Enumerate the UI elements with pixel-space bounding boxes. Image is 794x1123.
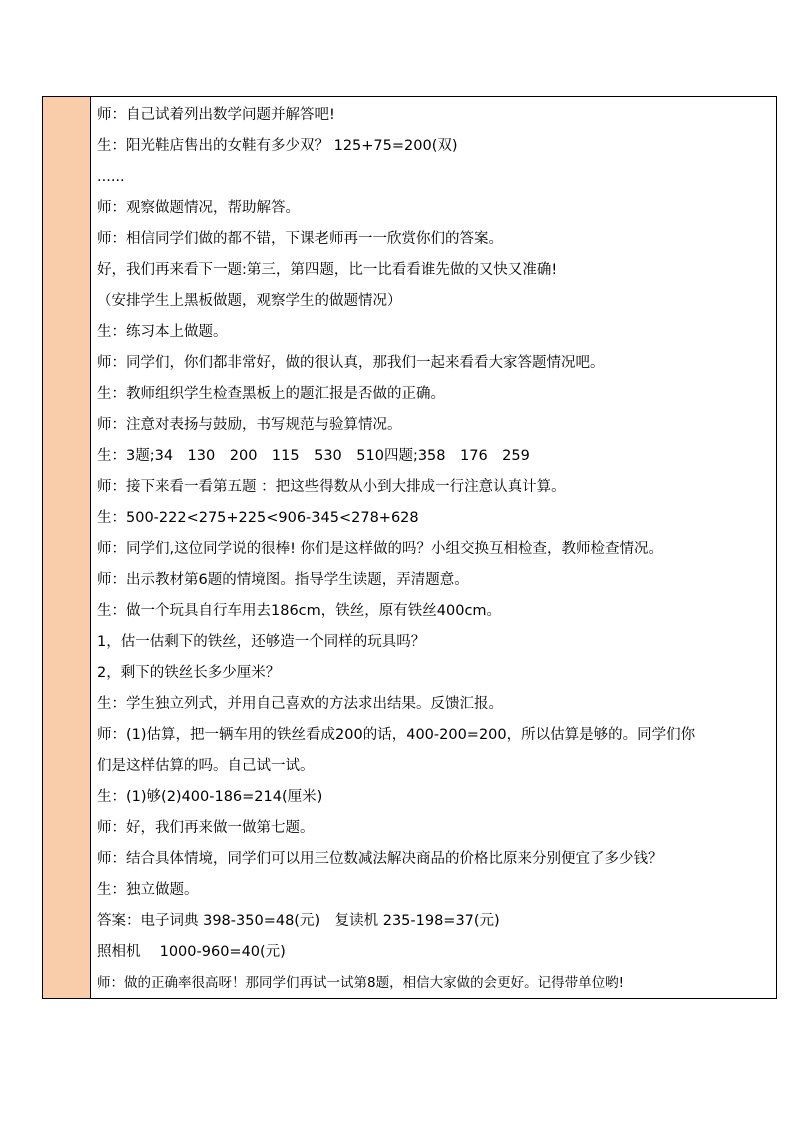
text-line: 好，我们再来看下一题:第三，第四题，比一比看看谁先做的又快又准确! [97,262,558,278]
text-line: 师：同学们,这位同学说的很棒! 你们是这样做的吗？小组交换互相检查，教师检查情况。 [97,541,664,557]
text-line: 师：做的正确率很高呀！那同学们再试一试第8题，相信大家做的会更好。记得带单位哟! [97,975,624,991]
text-line: 生：(1)够(2)400-186=214(厘米) [97,789,323,805]
text-line: ...... [97,169,125,185]
text-line: 师：(1)估算，把一辆车用的铁丝看成200的话，400-200=200，所以估算是够的。同学们你 [97,727,696,743]
text-line: 答案：电子词典 398-350=48(元) 复读机 235-198=37(元) [97,913,500,929]
text-line: 生：学生独立列式，并用自己喜欢的方法求出结果。反馈汇报。 [97,696,503,712]
text-line: 生：做一个玩具自行车用去186cm，铁丝，原有铁丝400cm。 [97,603,502,619]
text-line: 生：练习本上做题。 [97,324,228,340]
text-line: 师：相信同学们做的都不错，下课老师再一一欣赏你们的答案。 [97,231,503,247]
text-line: 2，剩下的铁丝长多少厘米？ [97,665,281,681]
text-line: 师：结合具体情境，同学们可以用三位数减法解决商品的价格比原来分别便宜了多少钱？ [97,851,663,867]
text-line: 师：接下来看一看第五题 ：把这些得数从小到大排成一行注意认真计算。 [97,479,566,495]
text-line: 生：500-222<275+225<906-345<278+628 [97,510,419,526]
text-line: 生：3题;34 130 200 115 530 510四题;358 176 259 [97,448,530,464]
table-side-column [43,97,91,998]
text-line: 师：好，我们再来做一做第七题。 [97,820,315,836]
text-line: 师：观察做题情况，帮助解答。 [97,200,300,216]
text-line: 照相机 1000-960=40(元) [97,944,286,960]
lesson-content [91,97,776,998]
text-line: 师：注意对表扬与鼓励，书写规范与验算情况。 [97,417,402,433]
text-line: 生：阳光鞋店售出的女鞋有多少双？ 125+75=200(双) [97,138,458,154]
text-line: 师：出示教材第6题的情境图。指导学生读题，弄清题意。 [97,572,469,588]
lesson-table [42,96,777,999]
text-line: 生：教师组织学生检查黑板上的题汇报是否做的正确。 [97,386,445,402]
text-line: 师：自己试着列出数学问题并解答吧! [97,107,335,123]
text-line: 1，估一估剩下的铁丝，还够造一个同样的玩具吗？ [97,634,426,650]
text-line: （安排学生上黑板做题，观察学生的做题情况） [97,293,402,309]
text-line: 生：独立做题。 [97,882,199,898]
text-line: 们是这样估算的吗。自己试一试。 [97,758,315,774]
text-line: 师：同学们，你们都非常好，做的很认真，那我们一起来看看大家答题情况吧。 [97,355,605,371]
